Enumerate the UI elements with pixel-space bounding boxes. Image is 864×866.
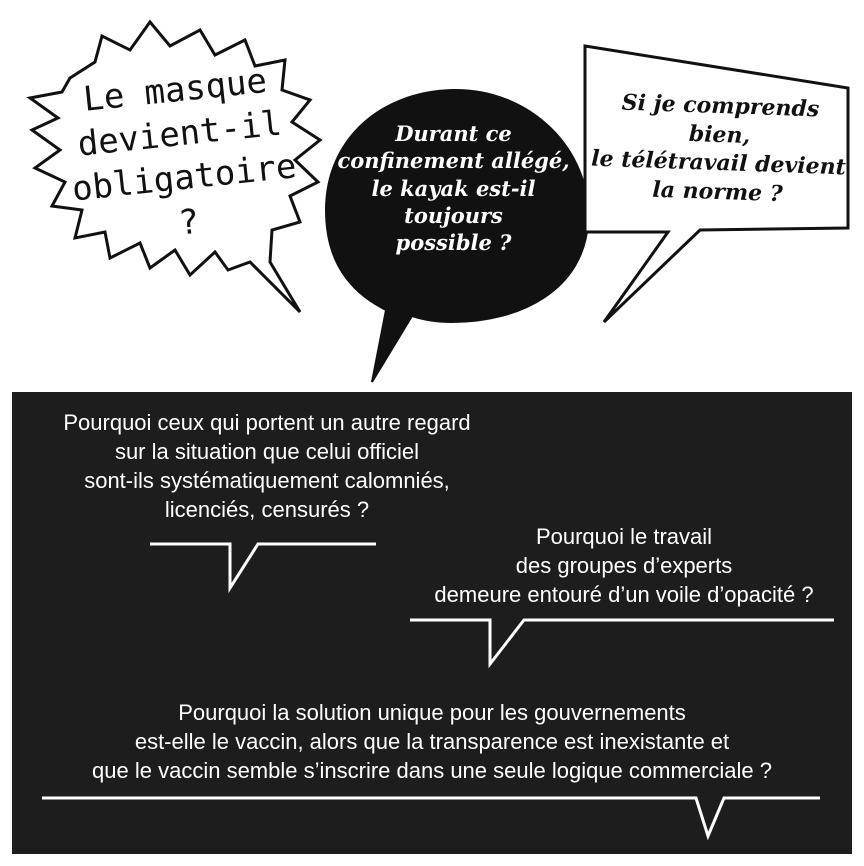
question-line: Pourquoi la solution unique pour les gouvernements	[178, 700, 686, 725]
question-line: Pourquoi le travail	[535, 524, 713, 549]
questions-panel	[12, 392, 852, 854]
bubble-line: Le masque	[81, 60, 269, 120]
bubble-line: obligatoire ?	[70, 146, 299, 244]
bubble-line: le télétravail devient	[590, 145, 847, 181]
question-3-underline-tail	[42, 798, 820, 836]
bubble-text-teletravail	[586, 87, 852, 210]
speech-bubbles-area	[0, 0, 864, 390]
question-2-underline-tail	[410, 620, 834, 664]
question-vaccine	[32, 698, 832, 785]
question-line: est-elle le vaccin, alors que la transparence est inexistante et	[134, 729, 730, 755]
question-experts	[404, 522, 844, 609]
bubble-text-kayak	[336, 120, 571, 256]
bubble-line: Si je comprends bien,	[621, 89, 820, 149]
question-line: Pourquoi ceux qui portent un autre regard	[63, 410, 471, 435]
bubble-line: devient-il	[75, 103, 284, 165]
bubble-line: Durant ce	[395, 121, 512, 146]
bubble-text-masque	[53, 56, 310, 257]
bubble-line: le kayak est-il	[371, 175, 536, 201]
question-1-underline-tail	[150, 544, 376, 588]
bubble-line: confinement allégé,	[337, 148, 570, 174]
bubble-line: la norme ?	[651, 176, 784, 208]
question-censorship	[22, 408, 512, 524]
question-line: des groupes d’experts	[515, 553, 733, 579]
bubble-line: possible ?	[395, 230, 512, 256]
question-line: licenciés, censurés ?	[164, 497, 370, 523]
question-line: demeure entouré d’un voile d’opacité ?	[434, 582, 814, 608]
question-line: sont-ils systématiquement calomniés,	[84, 468, 450, 494]
bubble-line: toujours	[404, 202, 503, 228]
question-line: sur la situation que celui officiel	[114, 439, 420, 465]
question-line: que le vaccin semble s’inscrire dans une seule logique commerciale ?	[92, 758, 772, 784]
